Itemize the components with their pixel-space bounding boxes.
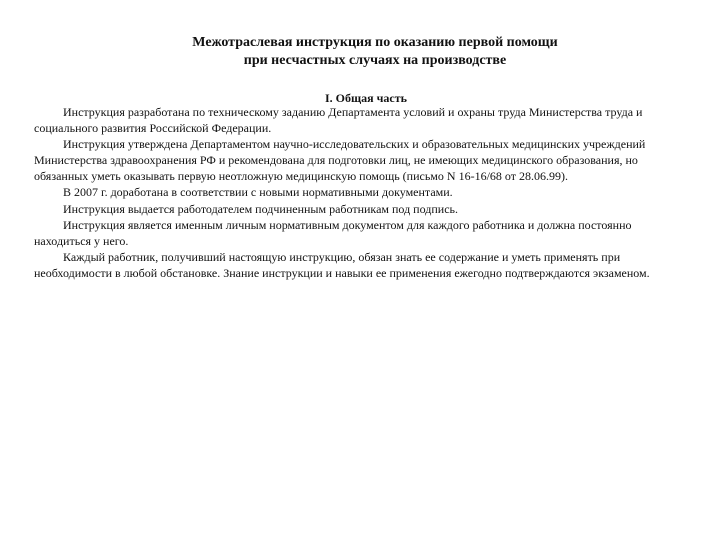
document-body [34,104,682,281]
section-heading: I. Общая часть [325,91,407,105]
paragraph: Инструкция является именным личным нормативным документом для каждого работника и должна постоянно находиться у него. [34,217,632,248]
paragraph: Инструкция выдается работодателем подчиненным работникам под подпись. [63,201,458,216]
paragraph: В 2007 г. доработана в соответствии с новыми нормативными документами. [63,185,453,200]
document-title [150,34,600,70]
paragraph: Инструкция утверждена Департаментом научно-исследовательских и образовательных медицинских учреждений Министерства здравоохранения РФ и рекомендована для подготовки лиц, не имеющих медицинского образования, но обязанных уметь оказывать первую неотложную медицинскую помощь (письмо N 16-16/68 от 28.06.99). [34,137,646,184]
paragraph: Каждый работник, получивший настоящую инструкцию, обязан знать ее содержание и уметь применять при необходимости в любой обстановке. Знание инструкции и навыки ее применения ежегодно подтверждаются экзаменом. [34,249,650,280]
paragraph: Инструкция разработана по техническому заданию Департамента условий и охраны труда Министерства труда и социального развития Российской Федерации. [34,105,643,136]
document-title-line-1: Межотраслевая инструкция по оказанию первой помощи [192,35,558,50]
document-title-line-2: при несчастных случаях на производстве [243,53,507,68]
